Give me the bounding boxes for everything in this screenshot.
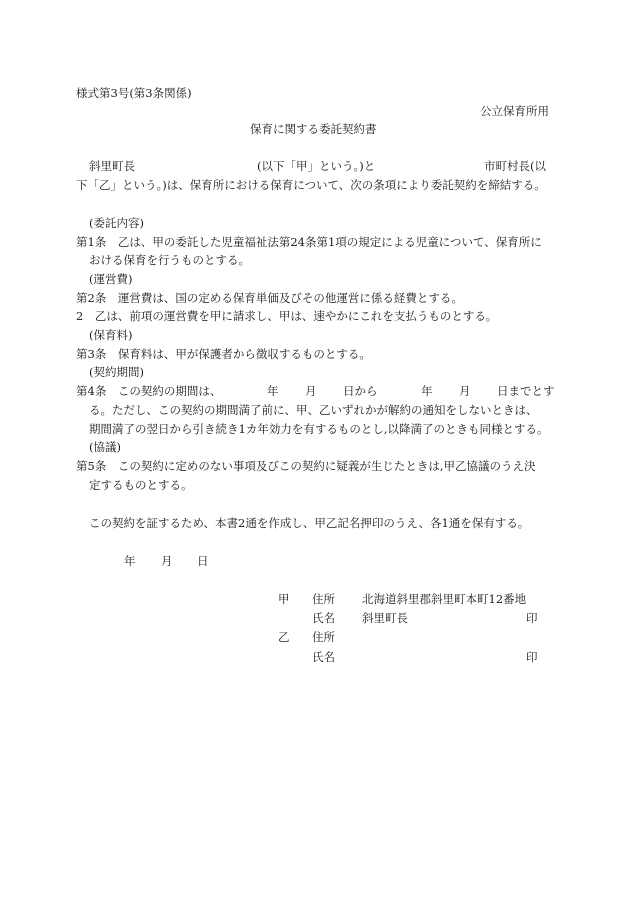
- heading-operating-cost: (運営費): [89, 272, 133, 286]
- article-4-day-from: 日から: [343, 384, 378, 398]
- closing-statement: この契約を証するため、本書2通を作成し、甲乙記名押印のうえ、各1通を保有する。: [89, 516, 530, 530]
- party-b-name-label: 氏名: [312, 650, 335, 664]
- article-4-line-1: 第4条 この契約の期間は、: [76, 384, 222, 398]
- date-day: 日: [197, 554, 209, 568]
- document-title: 保育に関する委託契約書: [250, 122, 377, 136]
- heading-entrustment: (委託内容): [89, 216, 144, 230]
- article-4-year-from: 年: [267, 384, 279, 398]
- article-4-year-to: 年: [421, 384, 433, 398]
- party-a-name: 斜里町長: [89, 159, 135, 173]
- usage-label: 公立保育所用: [480, 104, 549, 118]
- article-1-line-1: 第1条 乙は、甲の委託した児童福祉法第24条第1項の規定による児童について、保育所に: [76, 235, 542, 249]
- article-4-month-from: 月: [305, 384, 317, 398]
- date-month: 月: [161, 554, 173, 568]
- party-a-seal: 印: [526, 611, 538, 625]
- party-a-name-label: 氏名: [312, 611, 335, 625]
- heading-consultation: (協議): [89, 440, 121, 454]
- party-b-name: 市町村長(以: [484, 159, 546, 173]
- form-number: 様式第3号(第3条関係): [76, 86, 192, 100]
- party-a-suffix: (以下「甲」という。)と: [257, 159, 376, 173]
- intro-line-2: 下「乙」という。)は、保育所における保育について、次の条項により委託契約を締結する。: [76, 178, 546, 192]
- article-4-month-to: 月: [459, 384, 471, 398]
- date-year: 年: [124, 554, 136, 568]
- party-a-signatory: 斜里町長: [362, 611, 408, 625]
- heading-childcare-fee: (保育料): [89, 328, 133, 342]
- article-4-line-3: 期間満了の翌日から引き続き1カ年効力を有するものとし,以降満了のときも同様とする。: [89, 422, 549, 436]
- article-4-line-2: る。ただし、この契約の期間満了前に、甲、乙いずれかが解約の通知をしないときは、: [89, 403, 538, 417]
- party-a-address: 北海道斜里郡斜里町本町12番地: [362, 592, 527, 606]
- party-a-address-label: 住所: [312, 592, 335, 606]
- article-2-paragraph-2: 2 乙は、前項の運営費を甲に請求し、甲は、速やかにこれを支払うものとする。: [76, 309, 498, 323]
- article-4-day-to: 日までとす: [497, 384, 555, 398]
- party-b-seal: 印: [526, 650, 538, 664]
- party-b-label: 乙: [278, 630, 290, 644]
- article-3: 第3条 保育料は、甲が保護者から徴収するものとする。: [76, 347, 371, 361]
- party-b-address-label: 住所: [312, 630, 335, 644]
- party-a-label: 甲: [278, 592, 290, 606]
- article-1-line-2: おける保育を行うものとする。: [89, 253, 250, 267]
- article-2: 第2条 運営費は、国の定める保育単価及びその他運営に係る経費とする。: [76, 291, 463, 305]
- heading-contract-period: (契約期間): [89, 365, 144, 379]
- article-5-line-2: 定するものとする。: [89, 478, 193, 492]
- article-5-line-1: 第5条 この契約に定めのない事項及びこの契約に疑義が生じたときは,甲乙協議のうえ決: [76, 459, 536, 473]
